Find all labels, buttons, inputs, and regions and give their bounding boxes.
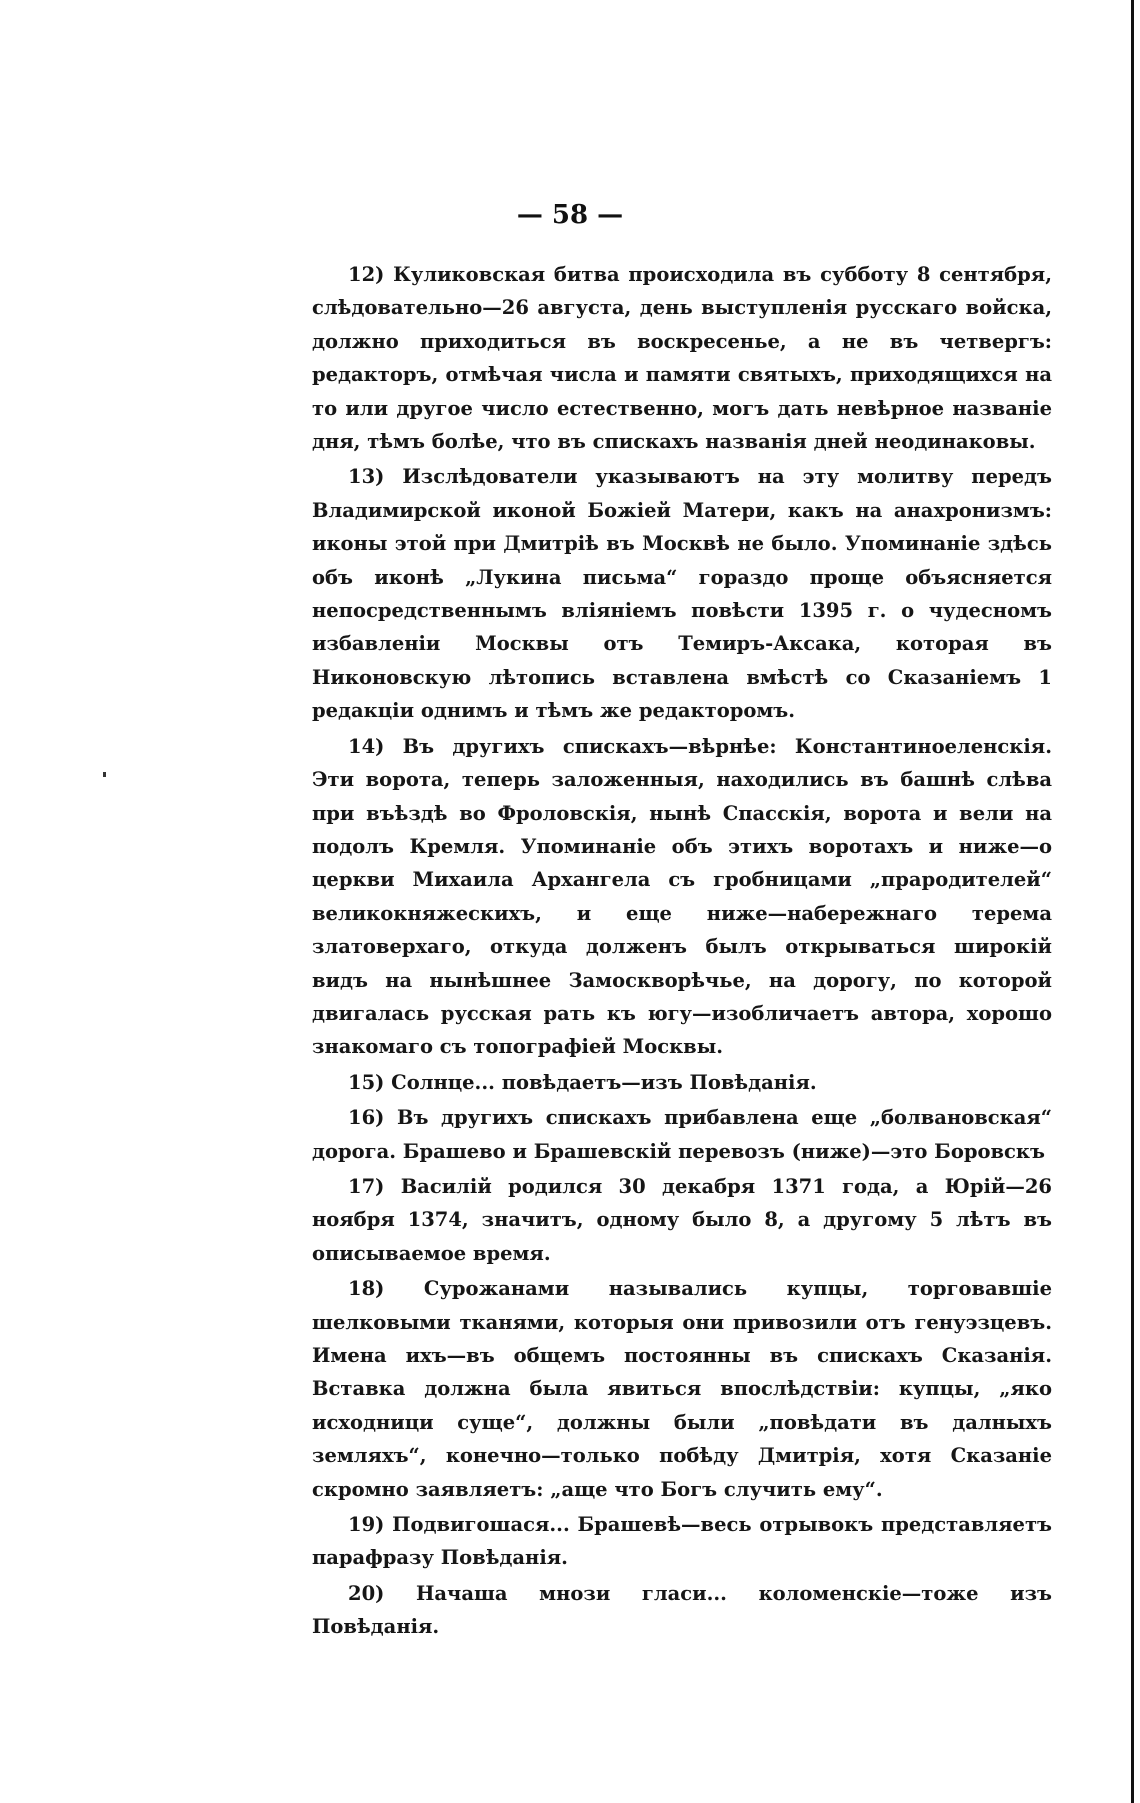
note-number: 18) xyxy=(348,1277,385,1301)
note-number: 20) xyxy=(348,1581,385,1605)
note-18 xyxy=(312,1272,1052,1506)
note-number: 14) xyxy=(348,734,385,758)
note-text: Подвигошася... Брашевѣ—весь отрывокъ представляетъ парафразу Повѣданія. xyxy=(312,1513,1053,1570)
page-number: — 58 — xyxy=(516,200,624,230)
notes-list xyxy=(312,258,1052,1646)
note-text: Солнце... повѣдаетъ—изъ Повѣданія. xyxy=(391,1070,817,1094)
note-text: Изслѣдователи указываютъ на эту молитву передъ Владимирской иконой Божіей Матери, какъ на анахронизмъ: иконы этой при Дмитріѣ въ Москвѣ не было. Упоминаніе здѣсь объ иконѣ „Лукина письма“ гораздо проще объясняется непосредственнымъ вліяніемъ повѣсти 1395 г. о чудесномъ избавленіи Москвы отъ Темиръ-Аксака, которая въ Никоновскую лѣтопись вставлена вмѣстѣ со Сказаніемъ 1 редакціи однимъ и тѣмъ же редакторомъ. xyxy=(312,465,1052,723)
note-number: 19) xyxy=(348,1513,385,1537)
note-number: 15) xyxy=(348,1070,385,1094)
note-15 xyxy=(312,1066,1052,1099)
note-12 xyxy=(312,258,1052,458)
note-text: Куликовская битва происходила въ субботу 8 сентября, слѣдовательно—26 августа, день выступленія русскаго войска, должно приходиться въ воскресенье, а не въ четвергъ: редакторъ, отмѣчая числа и памяти святыхъ, приходящихся на то или другое число естественно, могъ дать невѣрное названіе дня, тѣмъ болѣе, что въ спискахъ названія дней неодинаковы. xyxy=(312,263,1052,454)
note-text: Въ другихъ спискахъ—вѣрнѣе: Константиноеленскія. Эти ворота, теперь заложенныя, находились въ башнѣ слѣва при въѣздѣ во Фроловскія, нынѣ Спасскія, ворота и вели на подолъ Кремля. Упоминаніе объ этихъ воротахъ и ниже—о церкви Михаила Архангела съ гробницами „прародителей“ великокняжескихъ, и еще ниже—набережнаго терема златоверхаго, откуда долженъ былъ открываться широкій видъ на нынѣшнее Замоскворѣчье, на дорогу, по которой двигалась русская рать къ югу—изобличаетъ автора, хорошо знакомаго съ топографіей Москвы. xyxy=(312,734,1052,1059)
note-19 xyxy=(312,1508,1052,1575)
stray-ink-mark xyxy=(103,772,106,777)
note-17 xyxy=(312,1170,1052,1270)
note-16 xyxy=(312,1101,1052,1168)
note-number: 17) xyxy=(348,1174,385,1198)
note-text: Въ другихъ спискахъ прибавлена еще „болвановская“ дорога. Брашево и Брашевскій перевозъ (ниже)—это Боровскъ xyxy=(312,1106,1052,1163)
note-number: 16) xyxy=(348,1106,385,1130)
note-number: 13) xyxy=(348,465,385,489)
scan-edge-line xyxy=(1131,0,1134,1803)
note-14 xyxy=(312,730,1052,1064)
note-text: Сурожанами назывались купцы, торговавшіе шелковыми тканями, которыя они привозили отъ генуэзцевъ. Имена ихъ—въ общемъ постоянны въ спискахъ Сказанія. Вставка должна была явиться впослѣдствіи: купцы, „яко исходници суще“, должны были „повѣдати въ далныхъ земляхъ“, конечно—только побѣду Дмитрія, хотя Сказаніе скромно заявляетъ: „аще что Богъ случить ему“. xyxy=(312,1277,1052,1501)
note-20 xyxy=(312,1577,1052,1644)
note-text: Начаша мнози гласи... коломенскіе—тоже изъ Повѣданія. xyxy=(312,1581,1052,1639)
note-13 xyxy=(312,460,1052,727)
note-number: 12) xyxy=(348,263,385,286)
note-text: Василій родился 30 декабря 1371 года, а Юрій—26 ноября 1374, значитъ, одному было 8, а другому 5 лѣтъ въ описываемое время. xyxy=(312,1174,1052,1265)
